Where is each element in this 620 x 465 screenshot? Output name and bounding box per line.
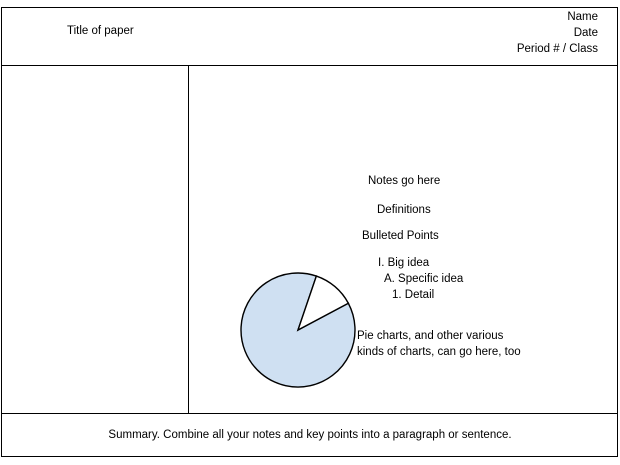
definitions-label: Definitions	[377, 204, 431, 216]
student-name-label: Name	[567, 11, 598, 23]
page-border	[1, 7, 618, 457]
summary-divider-line	[1, 413, 618, 414]
chart-caption-block	[357, 328, 521, 360]
date-label: Date	[573, 27, 598, 39]
pie-chart-svg	[239, 271, 357, 389]
header-divider-line	[1, 65, 618, 66]
outline-level-1: I. Big idea	[378, 257, 430, 269]
period-class-label: Period # / Class	[516, 43, 598, 55]
summary-label: Summary. Combine all your notes and key points into a paragraph or sentence.	[108, 429, 512, 441]
notes-go-here-label: Notes go here	[368, 175, 441, 187]
title-of-paper-label: Title of paper	[67, 25, 134, 37]
outline-level-2: A. Specific idea	[384, 273, 464, 285]
outline-level-3: 1. Detail	[392, 289, 435, 301]
header-info-block	[517, 9, 598, 57]
outline-block	[378, 255, 463, 303]
chart-caption-line-2: kinds of charts, can go here, too	[357, 346, 521, 358]
chart-caption-line-1: Pie charts, and other various	[357, 330, 504, 342]
pie-chart	[239, 271, 357, 389]
column-divider-line	[188, 65, 189, 413]
bulleted-points-label: Bulleted Points	[362, 230, 439, 242]
